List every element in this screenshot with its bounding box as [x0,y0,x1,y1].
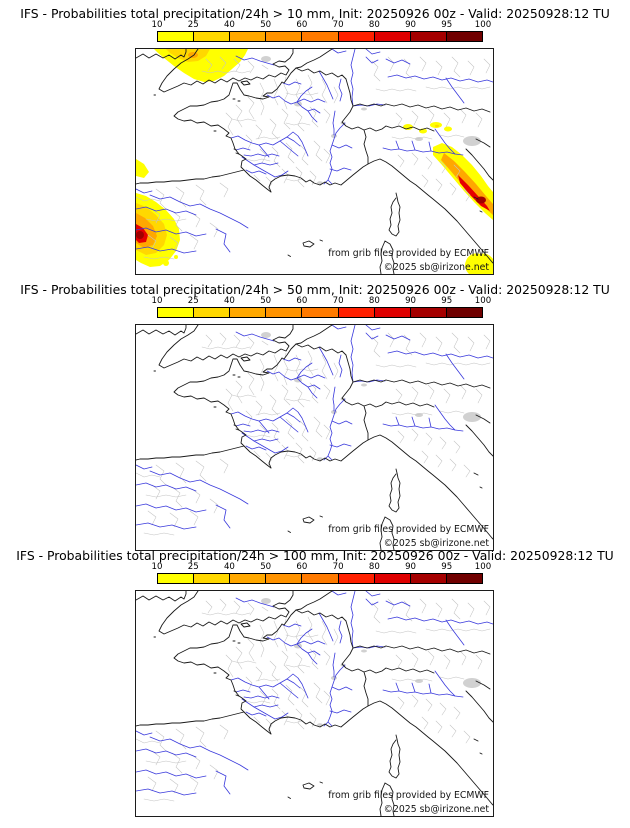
colorbar-cell [339,32,375,41]
colorbar-cell [194,308,230,317]
colorbar-cell [194,574,230,583]
colorbar-cell [411,574,447,583]
colorbar-tick-labels [151,20,492,31]
colorbar-scale [157,307,483,318]
colorbar-tick-label: 50 [260,20,272,30]
colorbar-cell [375,574,411,583]
colorbar-tick-label: 100 [474,20,492,30]
map-precip-probability-100mm [135,590,494,817]
colorbar [151,562,492,584]
colorbar-cell [230,574,266,583]
colorbar-cell [339,574,375,583]
colorbar-tick-label: 10 [151,20,163,30]
panel-title: IFS - Probabilities total precipitation/24h > 100 mm, Init: 20250926 00z - Valid: 20250928:12 TU [16,548,614,563]
colorbar-tick-label: 80 [368,562,380,572]
attribution-ecmwf: from grib files provided by ECMWF [328,790,489,801]
colorbar-tick-label: 60 [296,20,308,30]
colorbar-tick-label: 25 [187,20,199,30]
colorbar-tick-label: 95 [441,20,453,30]
colorbar-tick-label: 80 [368,296,380,306]
colorbar-tick-label: 40 [223,296,235,306]
map-precip-probability-10mm [135,48,494,275]
panel-precip-gt-10mm [0,6,630,276]
colorbar-tick-label: 90 [405,20,417,30]
attribution-ecmwf: from grib files provided by ECMWF [328,524,489,535]
panel-title: IFS - Probabilities total precipitation/24h > 50 mm, Init: 20250926 00z - Valid: 20250928:12 TU [20,282,610,297]
colorbar-tick-label: 50 [260,562,272,572]
colorbar [151,20,492,42]
map-precip-probability-50mm [135,324,494,551]
colorbar-tick-label: 95 [441,296,453,306]
colorbar-tick-label: 60 [296,562,308,572]
colorbar-cell [230,32,266,41]
colorbar-cell [447,574,482,583]
colorbar-cell [266,32,302,41]
attribution-ecmwf: from grib files provided by ECMWF [328,248,489,259]
colorbar-tick-label: 25 [187,562,199,572]
colorbar-tick-label: 90 [405,296,417,306]
colorbar-scale [157,573,483,584]
colorbar-cell [266,574,302,583]
colorbar-cell [158,32,194,41]
colorbar-cell [375,32,411,41]
colorbar-tick-label: 70 [332,296,344,306]
colorbar-cell [158,308,194,317]
colorbar-cell [302,32,338,41]
attribution-copyright: ©2025 sb@irizone.net [383,538,489,549]
colorbar-cell [375,308,411,317]
attribution-copyright: ©2025 sb@irizone.net [383,262,489,273]
colorbar-cell [411,308,447,317]
colorbar-cell [302,308,338,317]
colorbar-cell [302,574,338,583]
colorbar-tick-labels [151,562,492,573]
colorbar-tick-label: 10 [151,562,163,572]
colorbar-tick-label: 90 [405,562,417,572]
colorbar [151,296,492,318]
colorbar-tick-label: 95 [441,562,453,572]
colorbar-cell [266,308,302,317]
colorbar-cell [194,32,230,41]
colorbar-scale [157,31,483,42]
colorbar-cell [339,308,375,317]
colorbar-cell [447,32,482,41]
colorbar-tick-label: 80 [368,20,380,30]
map-canvas [136,325,493,550]
panel-precip-gt-100mm [0,548,630,818]
colorbar-tick-labels [151,296,492,307]
map-canvas [136,49,493,274]
colorbar-cell [411,32,447,41]
colorbar-cell [158,574,194,583]
colorbar-tick-label: 60 [296,296,308,306]
colorbar-cell [230,308,266,317]
colorbar-tick-label: 25 [187,296,199,306]
colorbar-tick-label: 40 [223,562,235,572]
colorbar-cell [447,308,482,317]
colorbar-tick-label: 50 [260,296,272,306]
colorbar-tick-label: 40 [223,20,235,30]
colorbar-tick-label: 100 [474,296,492,306]
colorbar-tick-label: 100 [474,562,492,572]
panel-precip-gt-50mm [0,282,630,552]
colorbar-tick-label: 70 [332,20,344,30]
map-canvas [136,591,493,816]
colorbar-tick-label: 10 [151,296,163,306]
colorbar-tick-label: 70 [332,562,344,572]
attribution-copyright: ©2025 sb@irizone.net [383,804,489,815]
panel-title: IFS - Probabilities total precipitation/24h > 10 mm, Init: 20250926 00z - Valid: 20250928:12 TU [20,6,610,21]
